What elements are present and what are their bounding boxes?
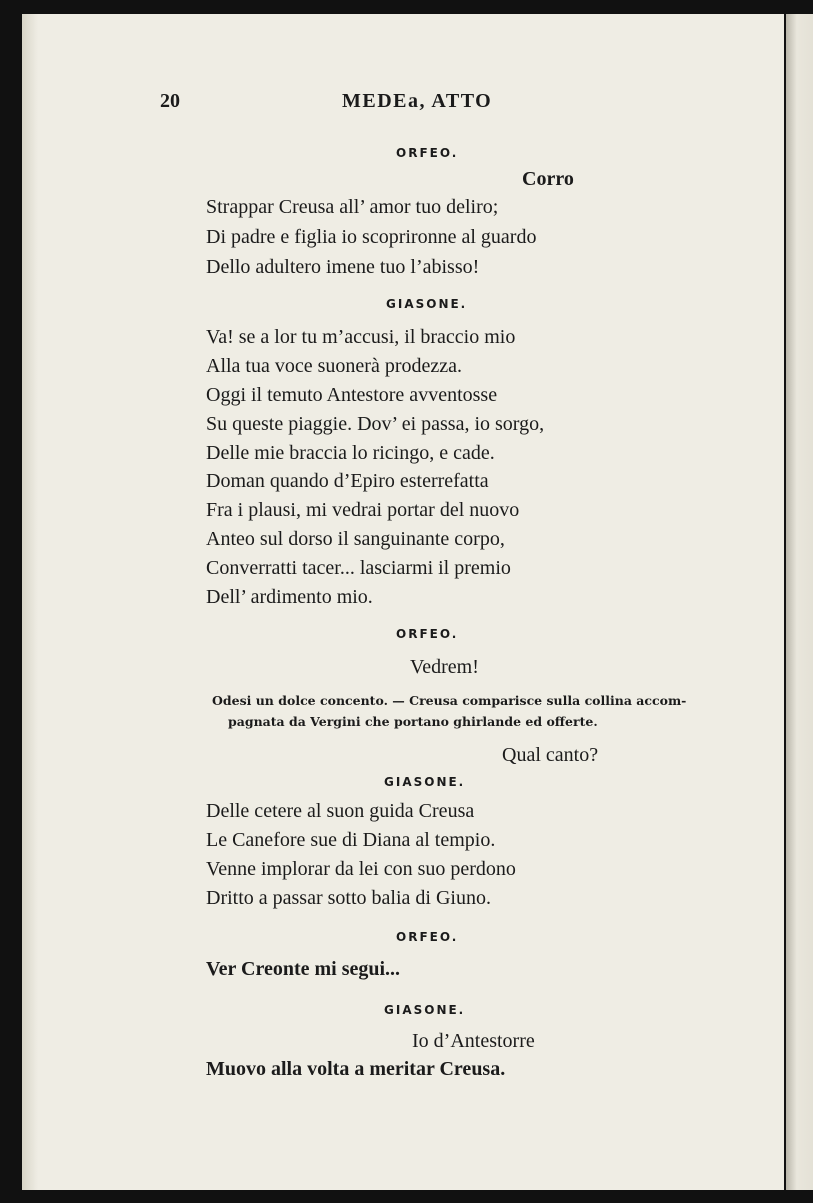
verse-line: Delle cetere al suon guida Creusa (206, 800, 475, 822)
verse-line: Le Canefore sue di Diana al tempio. (206, 829, 496, 851)
verse-line: Su queste piaggie. Dov’ ei passa, io sorgo, (206, 413, 545, 435)
verse-line: Io d’Antestorre (412, 1030, 535, 1052)
verse-line: Alla tua voce suonerà prodezza. (206, 355, 462, 377)
adjacent-page-edge (786, 14, 813, 1190)
verse-line: Ver Creonte mi segui... (206, 958, 401, 980)
verse-line: Oggi il temuto Antestore avventosse (206, 384, 498, 406)
stage-direction: Odesi un dolce concento. — Creusa comparisce sulla collina accom- (212, 693, 687, 708)
speaker-label: ORFEO. (396, 627, 459, 641)
verse-line: Va! se a lor tu m’accusi, il braccio mio (206, 326, 516, 348)
speaker-label: GIASONE. (384, 775, 466, 789)
verse-line: Dello adultero imene tuo l’abisso! (206, 256, 480, 278)
running-head: MEDEa, ATTO (342, 90, 493, 112)
verse-line: Strappar Creusa all’ amor tuo deliro; (206, 196, 499, 218)
page-number: 20 (160, 90, 180, 112)
verse-line: Anteo sul dorso il sanguinante corpo, (206, 528, 505, 550)
verse-line: Venne implorar da lei con suo perdono (206, 858, 516, 880)
speaker-label: GIASONE. (384, 1003, 466, 1017)
verse-line: Vedrem! (410, 656, 479, 678)
verse-line: Dritto a passar sotto balia di Giuno. (206, 887, 491, 909)
verse-line: Muovo alla volta a meritar Creusa. (206, 1058, 506, 1080)
page-gutter-shadow (22, 14, 38, 1190)
verse-line: Dell’ ardimento mio. (206, 586, 373, 608)
verse-line: Doman quando d’Epiro esterrefatta (206, 470, 489, 492)
verse-line: Qual canto? (502, 744, 599, 766)
verse-line: Corro (522, 168, 574, 190)
speaker-label: GIASONE. (386, 297, 468, 311)
verse-line: Fra i plausi, mi vedrai portar del nuovo (206, 499, 520, 521)
speaker-label: ORFEO. (396, 146, 459, 160)
speaker-label: ORFEO. (396, 930, 459, 944)
page-header (160, 90, 620, 116)
verse-line: Converratti tacer... lasciarmi il premio (206, 557, 511, 579)
verse-line: Delle mie braccia lo ricingo, e cade. (206, 442, 495, 464)
verse-line: Di padre e figlia io scoprironne al guardo (206, 226, 537, 248)
stage-direction: pagnata da Vergini che portano ghirlande ed offerte. (228, 714, 598, 729)
